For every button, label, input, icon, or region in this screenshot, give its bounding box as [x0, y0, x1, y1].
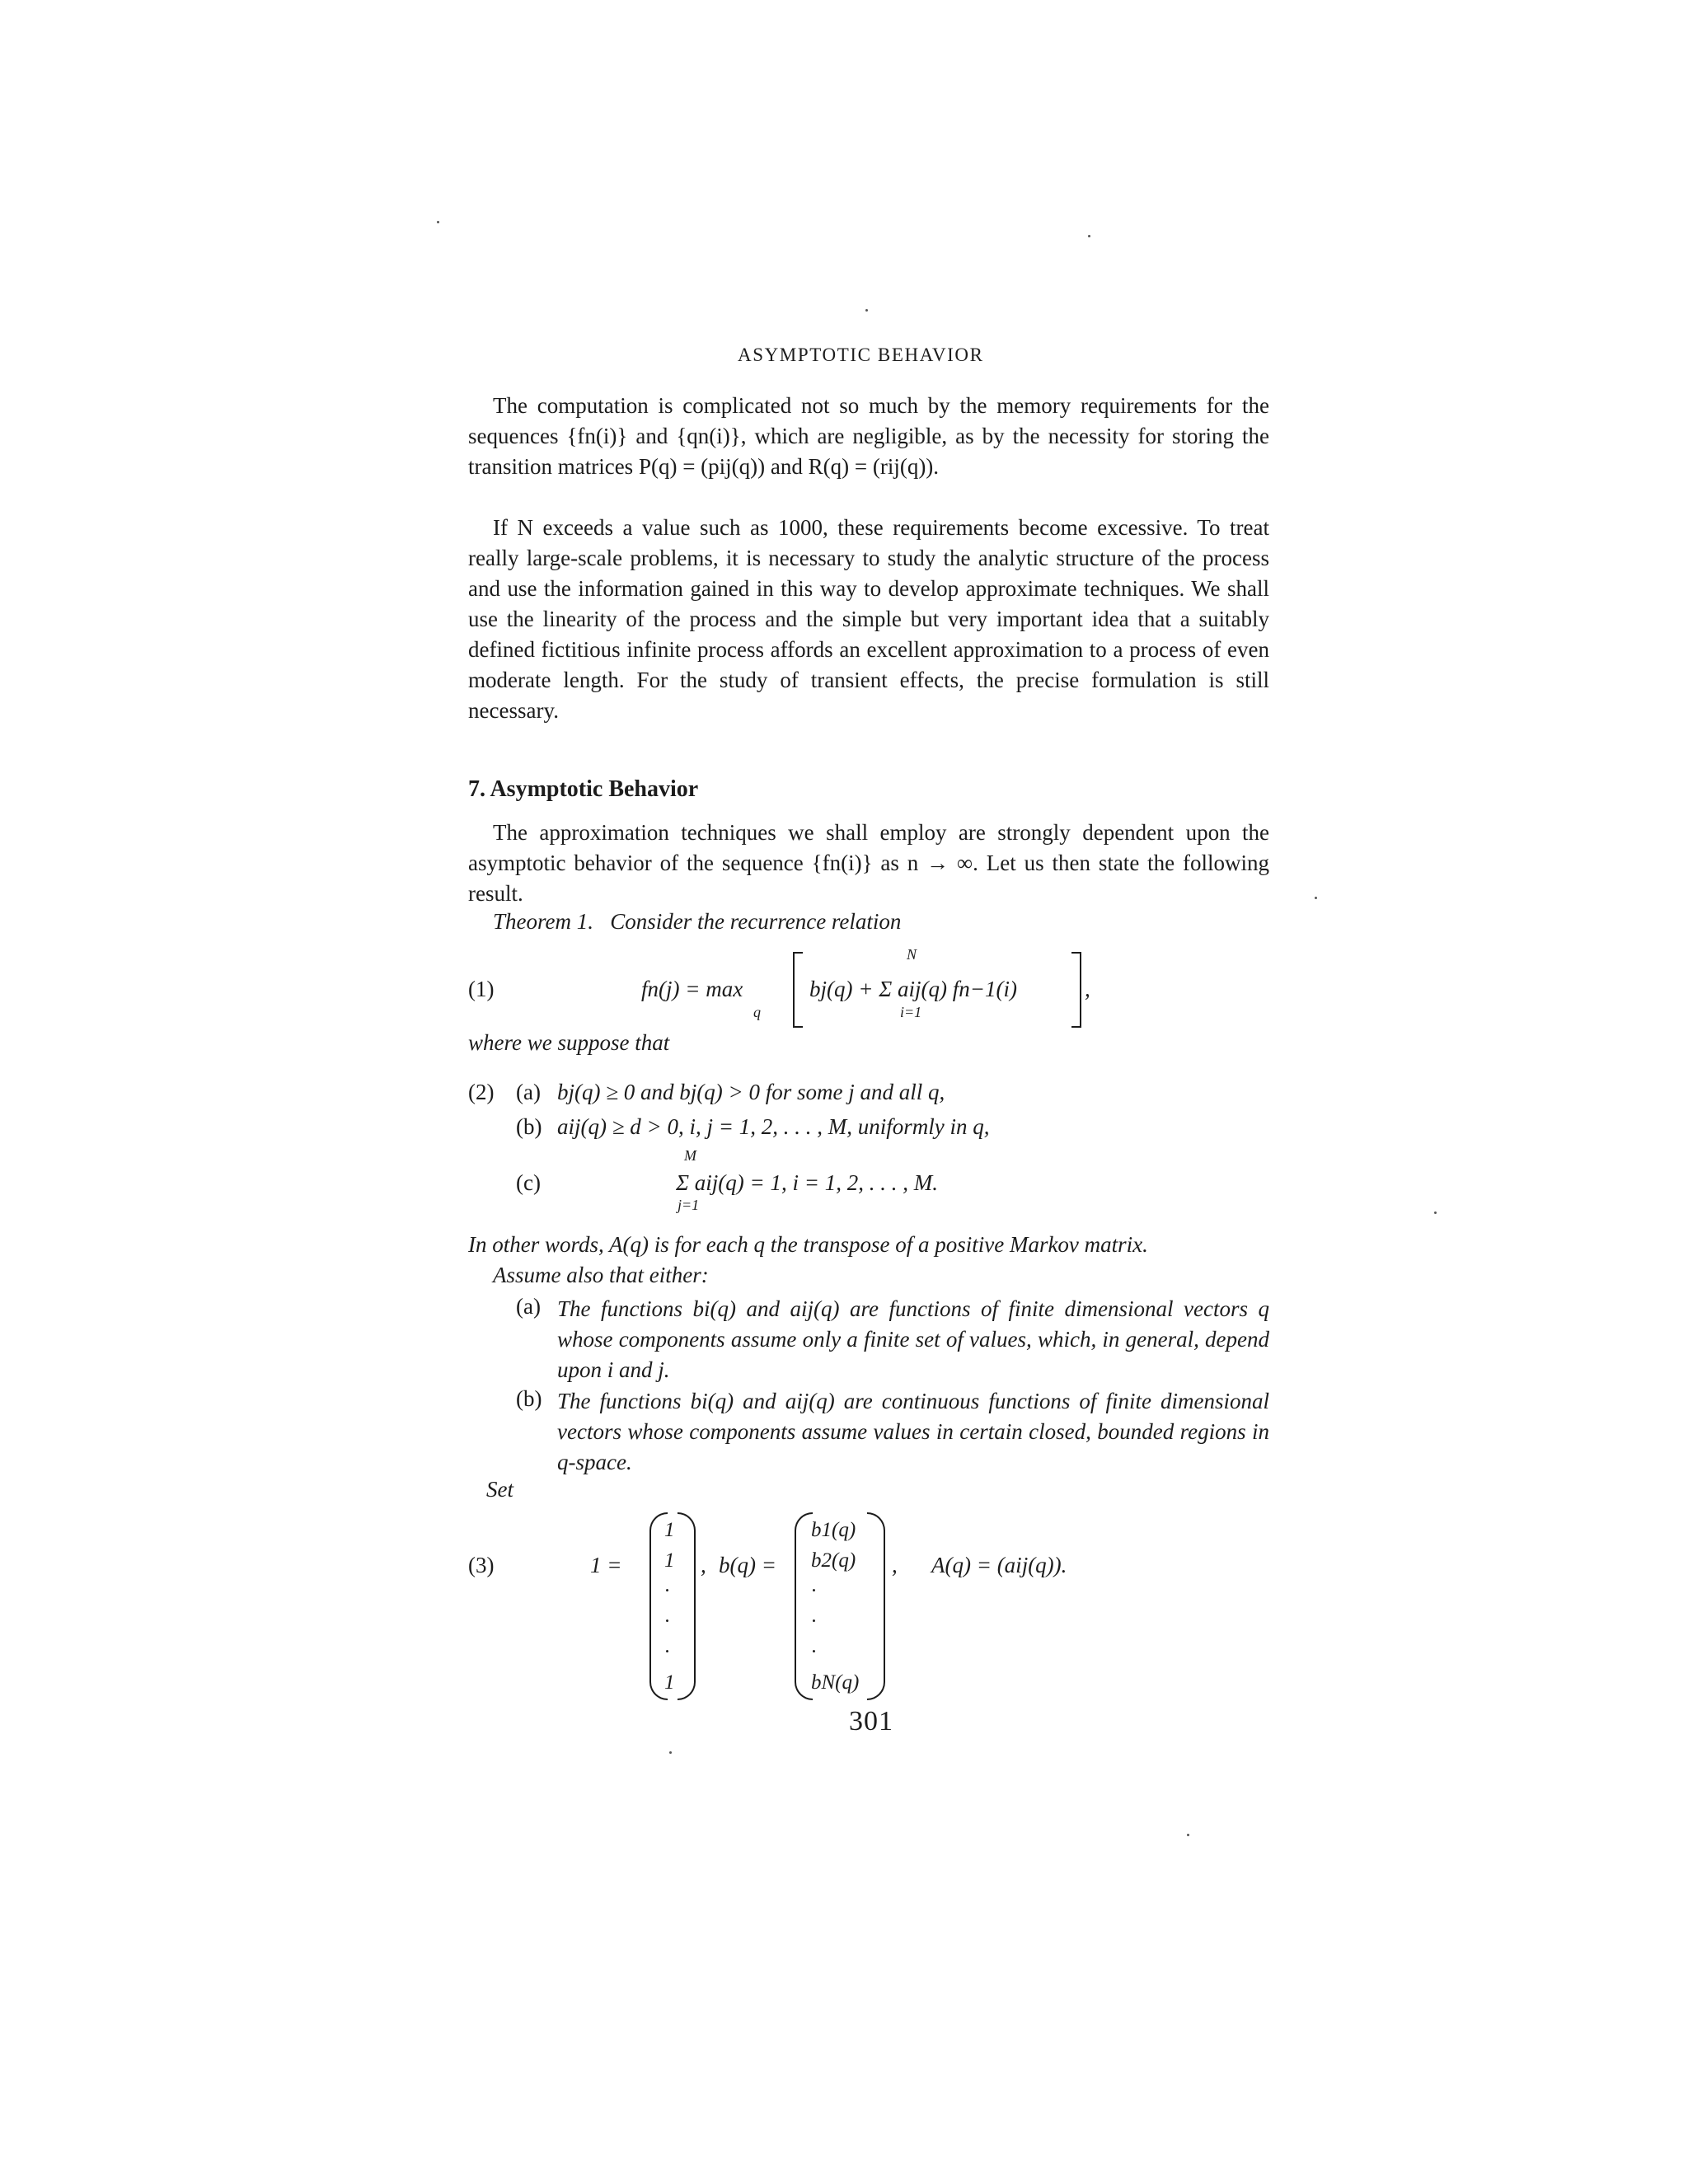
option-a: The functions bi(q) and aij(q) are functions of finite dimensional vectors q whose components assume only a finite set of values, which, in general, depend upon i and j. — [557, 1296, 1269, 1382]
eq1-sum-top: N — [907, 946, 917, 963]
eq3-A: A(q) = (aij(q)). — [931, 1553, 1067, 1577]
cond-a-label: (a) — [516, 1080, 541, 1104]
equation-1-lhs — [641, 977, 743, 1002]
one-vector — [664, 1515, 675, 1698]
b-vector-entry: · — [811, 1580, 817, 1602]
equation-3-number: (3) — [468, 1553, 495, 1577]
eq3-comma-1: , — [701, 1553, 706, 1577]
page-number: 301 — [849, 1706, 893, 1736]
theorem-text: Consider the recurrence relation — [610, 909, 902, 934]
cond-c: Σ aij(q) = 1, i = 1, 2, . . . , M. — [676, 1170, 938, 1195]
one-vector-entry: 1 — [664, 1519, 675, 1541]
other-words: In other words, A(q) is for each q the transpose of a positive Markov matrix. — [468, 1232, 1148, 1257]
left-bracket — [793, 952, 803, 1028]
one-vector-entry: · — [664, 1610, 670, 1633]
theorem-label: Theorem 1. — [493, 909, 593, 934]
equation-1-number: (1) — [468, 977, 495, 1001]
cond-c-sum-bottom: j=1 — [678, 1197, 700, 1213]
scan-speck — [669, 1751, 672, 1754]
eq1-lhs-text: fn(j) = max — [641, 977, 743, 1001]
where-text: where we suppose that — [468, 1030, 670, 1055]
paragraph-2: If N exceeds a value such as 1000, these requirements become excessive. To treat really large-scale problems, it is necessary to study the analytic structure of the process and use the information gained in this way to develop approximate techniques. We shall use the linearity of the process and the simple but very important idea that a suitably defined fictitious infinite process affords an excellent approximation to a process of even moderate length. For the study of transient effects, the precise formulation is still necessary. — [468, 515, 1269, 723]
one-vector-entry: 1 — [664, 1671, 675, 1694]
section-heading: 7. Asymptotic Behavior — [468, 776, 699, 802]
running-head: ASYMPTOTIC BEHAVIOR — [738, 344, 984, 365]
b-vector-entry: b1(q) — [811, 1519, 856, 1541]
theorem-statement — [493, 909, 901, 935]
cond-c-sum-top: M — [684, 1147, 696, 1164]
one-vector-entry: · — [664, 1641, 670, 1663]
cond-c-label: (c) — [516, 1170, 541, 1195]
scan-speck — [1315, 897, 1317, 899]
option-b: The functions bi(q) and aij(q) are continuous functions of finite dimensional vectors whose components assume values in certain closed, bounded regions in q-space. — [557, 1389, 1269, 1474]
b-vector-entry: b2(q) — [811, 1549, 856, 1572]
scan-speck — [865, 309, 868, 312]
one-vector-entry: · — [664, 1580, 670, 1602]
b-vector — [811, 1515, 859, 1698]
eq1-body: bj(q) + Σ aij(q) fn−1(i) — [809, 977, 1017, 1001]
right-bracket — [1071, 952, 1081, 1028]
cond-b: aij(q) ≥ d > 0, i, j = 1, 2, . . . , M, uniformly in q, — [557, 1114, 990, 1139]
paragraph-3: The approximation techniques we shall employ are strongly dependent upon the asymptotic behavior of the sequence {fn(i)} as n → ∞. Let us then state the following result. — [468, 820, 1269, 906]
eq1-sum-bottom: i=1 — [900, 1004, 922, 1020]
paragraph-1: The computation is complicated not so much by the memory requirements for the sequences {fn(i)} and {qn(i)}, which are negligible, as by the necessity for storing the transition matrices P(q) = (pij(q)) and R(q) = (rij(q)). — [468, 393, 1269, 479]
right-paren — [867, 1512, 885, 1700]
b-vector-entry: bN(q) — [811, 1671, 860, 1694]
one-vector-entry: 1 — [664, 1549, 675, 1572]
assume-text: Assume also that either: — [493, 1263, 709, 1287]
scan-speck — [1088, 235, 1090, 237]
set-text: Set — [486, 1477, 513, 1502]
eq3-one-lhs: 1 = — [590, 1553, 622, 1577]
scan-speck — [1187, 1834, 1189, 1836]
conditions-number: (2) — [468, 1080, 495, 1104]
left-paren — [795, 1512, 813, 1700]
option-a-label: (a) — [516, 1294, 541, 1319]
cond-b-label: (b) — [516, 1114, 542, 1139]
eq3-comma-2: , — [892, 1553, 898, 1577]
eq3-b-lhs: b(q) = — [719, 1553, 776, 1577]
right-paren — [678, 1512, 696, 1700]
b-vector-entry: · — [811, 1610, 817, 1633]
b-vector-entry: · — [811, 1641, 817, 1663]
scan-speck — [1434, 1212, 1437, 1214]
option-b-label: (b) — [516, 1386, 542, 1411]
scan-speck — [437, 221, 439, 223]
eq1-max-subscript: q — [753, 1004, 761, 1020]
eq1-tail: , — [1085, 977, 1090, 1001]
cond-a: bj(q) ≥ 0 and bj(q) > 0 for some j and all q, — [557, 1080, 945, 1104]
